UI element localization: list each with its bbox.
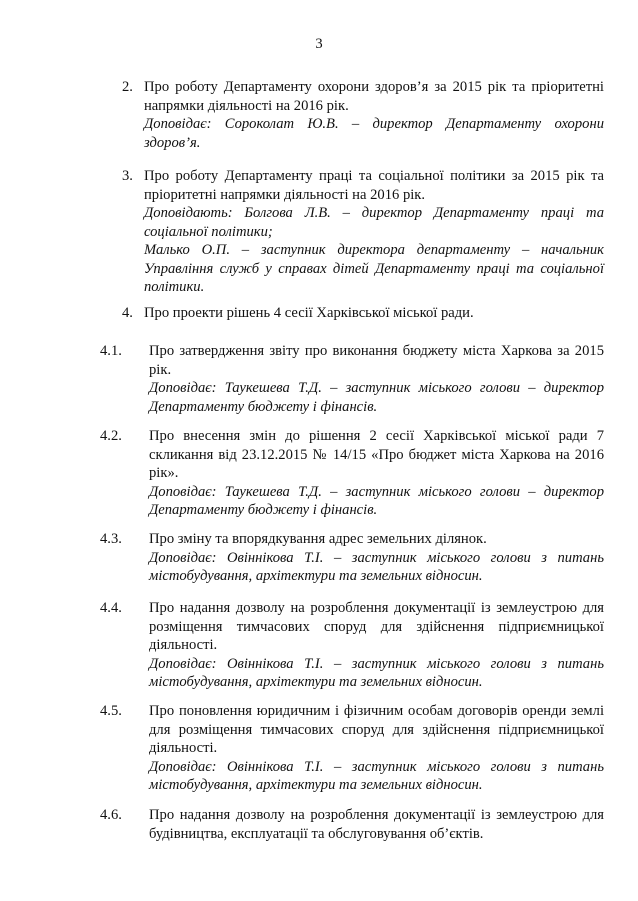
agenda-subitem-4-2 [100,427,604,520]
page-number: 3 [315,36,323,52]
item-number: 3. [122,168,133,184]
subitem-title: Про надання дозволу на розроблення документації із землеустрою для будівництва, експлуатації та обслуговування об’єктів. [149,807,604,842]
subitem-number: 4.5. [100,703,122,719]
subitem-speaker: Доповідає: Таукешева Т.Д. – заступник міського голови – директор Департаменту бюджету і фінансів. [149,380,604,415]
subitem-title: Про надання дозволу на розроблення документації із землеустрою для розміщення тимчасових споруд для здійснення підприємницької діяльності. [149,600,604,653]
agenda-subitem-4-3 [100,530,604,586]
subitem-title: Про поновлення юридичним і фізичним особам договорів оренди землі для розміщення тимчасових споруд для здійснення підприємницької діяльності. [149,703,604,756]
item-number: 2. [122,79,133,95]
agenda-item-4 [122,304,604,323]
item-title: Про проекти рішень 4 сесії Харківської міської ради. [144,305,474,321]
item-speaker: Доповідають: Болгова Л.В. – директор Департаменту праці та соціальної політики; [144,205,604,240]
subitem-number: 4.3. [100,531,122,547]
subitem-number: 4.2. [100,428,122,444]
item-title: Про роботу Департаменту праці та соціальної політики за 2015 рік та пріоритетні напрямки діяльності на 2016 рік. [144,168,604,203]
agenda-item-2 [122,78,604,152]
item-number: 4. [122,305,133,321]
subitem-number: 4.6. [100,807,122,823]
agenda-subitem-4-1 [100,342,604,416]
subitem-title: Про зміну та впорядкування адрес земельних ділянок. [149,531,487,547]
subitem-title: Про затвердження звіту про виконання бюджету міста Харкова за 2015 рік. [149,343,604,378]
item-speaker: Малько О.П. – заступник директора департаменту – начальник Управління служб у справах дітей Департаменту праці та соціальної політики. [144,242,604,295]
subitem-speaker: Доповідає: Таукешева Т.Д. – заступник міського голови – директор Департаменту бюджету і фінансів. [149,483,604,518]
subitem-title: Про внесення змін до рішення 2 сесії Харківської міської ради 7 скликання від 23.12.2015 № 14/15 «Про бюджет міста Харкова на 2016 рік». [149,428,604,481]
agenda-subitem-4-4 [100,599,604,692]
subitem-speaker: Доповідає: Овіннікова Т.І. – заступник міського голови з питань містобудування, архітектури та земельних відносин. [149,758,604,793]
agenda-subitem-4-6 [100,806,604,843]
item-title: Про роботу Департаменту охорони здоров’я за 2015 рік та пріоритетні напрямки діяльності на 2016 рік. [144,79,604,114]
agenda-item-3 [122,167,604,297]
agenda-subitem-4-5 [100,702,604,795]
subitem-number: 4.4. [100,600,122,616]
subitem-speaker: Доповідає: Овіннікова Т.І. – заступник міського голови з питань містобудування, архітектури та земельних відносин. [149,549,604,584]
subitem-number: 4.1. [100,343,122,359]
item-speaker: Доповідає: Сороколат Ю.В. – директор Департаменту охорони здоров’я. [144,116,604,151]
subitem-speaker: Доповідає: Овіннікова Т.І. – заступник міського голови з питань містобудування, архітектури та земельних відносин. [149,655,604,690]
